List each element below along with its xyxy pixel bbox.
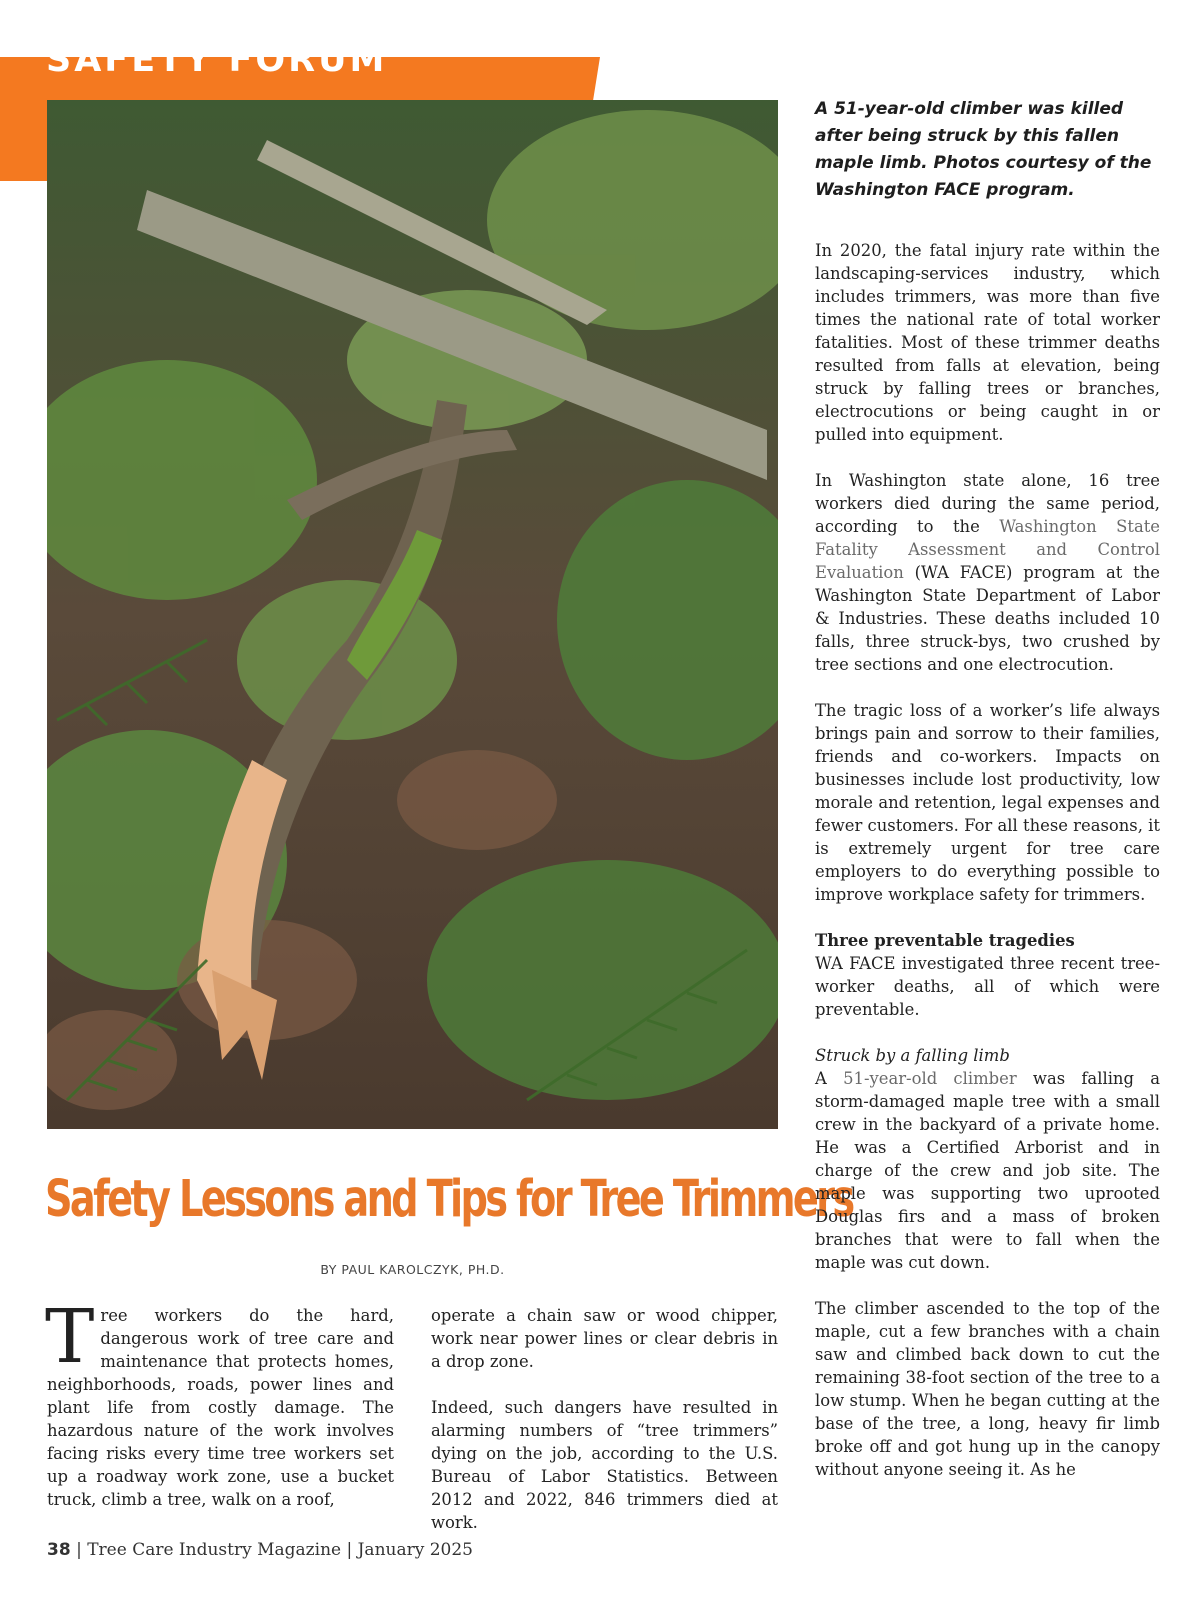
- photo-caption: A 51-year-old climber was killed after being struck by this fallen maple limb. Photos courtesy of the Washington FACE program.: [815, 99, 1152, 200]
- paragraph: operate a chain saw or wood chipper, work near power lines or clear debris in a drop zone.: [431, 1306, 778, 1371]
- paragraph: [815, 469, 1160, 676]
- fallen-limb-photo: [47, 100, 778, 1129]
- paragraph-text: In Washington state alone, 16 tree workers died during the same period, according to the: [815, 471, 1160, 536]
- article-column-3: [815, 239, 1160, 1481]
- paragraph: [815, 929, 1160, 1021]
- page-number: 38: [47, 1540, 71, 1560]
- paragraph: The climber ascended to the top of the maple, cut a few branches with a chain saw and climbed back down to cut the remaining 38-foot section of the tree to a low stump. When he began cutting at the base of the tree, a long, heavy fir limb broke off and got hung up in the canopy without anyone seeing it. As he: [815, 1299, 1160, 1479]
- paragraph-text: was falling a storm-damaged maple tree with a small crew in the backyard of a private home. He was a Certified Arborist and in charge of the crew and job site. The maple was supporting two uprooted Douglas firs and a mass of broken branches that were to fall when the maple was cut down.: [815, 1069, 1160, 1272]
- page-footer: [47, 1540, 473, 1560]
- drop-cap: T: [45, 1294, 95, 1380]
- article-column-1: [45, 1294, 394, 1511]
- paragraph: Indeed, such dangers have resulted in alarming numbers of “tree trimmers” dying on the job, according to the U.S. Bureau of Labor Statistics. Between 2012 and 2022, 846 trimmers died at work.: [431, 1398, 778, 1532]
- paragraph: [815, 1044, 1160, 1274]
- paragraph-text: A: [815, 1069, 844, 1088]
- section-label: SAFETY FORUM: [46, 40, 388, 80]
- byline: BY PAUL KAROLCZYK, PH.D.: [320, 1262, 505, 1277]
- article-title: Safety Lessons and Tips for Tree Trimmers: [45, 1170, 853, 1229]
- paragraph: In 2020, the fatal injury rate within the landscaping-services industry, which includes trimmers, was more than five times the national rate of total worker fatalities. Most of these trimmer deaths resulted from falls at elevation, being struck by falling trees or branches, electrocutions or being caught in or pulled into equipment.: [815, 241, 1160, 444]
- paragraph-text: (WA FACE) program at the Washington State Department of Labor & Industries. These deaths included 10 falls, three struck-bys, two crushed by tree sections and one electrocution.: [815, 563, 1160, 674]
- article-column-2: [431, 1304, 778, 1534]
- climber-report-link[interactable]: 51-year-old climber: [843, 1069, 1017, 1088]
- subheading: Three preventable tragedies: [815, 931, 1075, 950]
- wa-face-link[interactable]: Washington State Fatality Assessment and Control Evaluation: [815, 517, 1161, 582]
- paragraph: The tragic loss of a worker’s life always brings pain and sorrow to their families, friends and co-workers. Impacts on businesses include lost productivity, low morale and retention, legal expenses and fewer customers. For all these reasons, it is extremely urgent for tree care employers to do everything possible to improve workplace safety for trimmers.: [815, 701, 1160, 904]
- paragraph: [45, 1294, 394, 1511]
- footer-text: | Tree Care Industry Magazine | January 2025: [70, 1540, 473, 1560]
- paragraph-text: ree workers do the hard, dangerous work of tree care and maintenance that protects homes, neighborhoods, roads, power lines and plant life from costly damage. The hazardous nature of the work involves facing risks every time tree workers set up a roadway work zone, use a bucket truck, climb a tree, walk on a roof,: [47, 1306, 394, 1509]
- paragraph-text: WA FACE investigated three recent tree-worker deaths, all of which were preventable.: [815, 954, 1160, 1019]
- subheading-italic: Struck by a falling limb: [815, 1046, 1010, 1065]
